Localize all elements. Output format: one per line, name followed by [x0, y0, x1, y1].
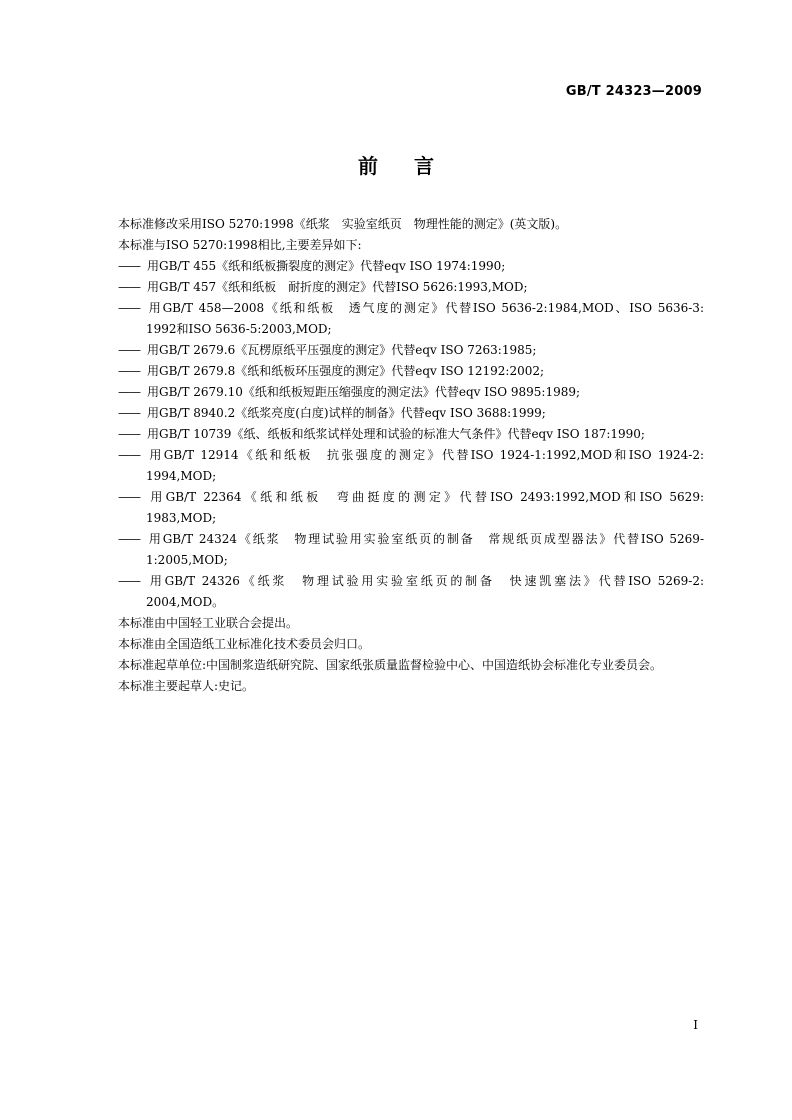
- list-item-text: 用GB/T 12914《纸和纸板 抗张强度的测定》代替ISO 1924-1:1992,MOD和ISO 1924-2:: [147, 448, 704, 462]
- foreword-body: [90, 214, 704, 697]
- list-item: [90, 445, 704, 487]
- intro-paragraph: 本标准与ISO 5270:1998相比,主要差异如下:: [118, 238, 362, 252]
- list-item-continuation: 1983,MOD;: [146, 511, 217, 525]
- list-dash: ——: [118, 259, 140, 273]
- list-item-line: [90, 340, 704, 361]
- list-dash: ——: [118, 364, 140, 378]
- list-item-line: [90, 256, 704, 277]
- list-item-text: 用GB/T 24324《纸浆 物理试验用实验室纸页的制备 常规纸页成型器法》代替ISO 5269-: [147, 532, 704, 546]
- list-item-text: 用GB/T 8940.2《纸浆亮度(白度)试样的制备》代替eqv ISO 3688:1999;: [147, 406, 546, 420]
- list-item-line: [90, 529, 704, 550]
- list-item-line: [90, 361, 704, 382]
- intro-paragraph: 本标准修改采用ISO 5270:1998《纸浆 实验室纸页 物理性能的测定》(英文版)。: [118, 217, 568, 231]
- list-item-continuation: 1:2005,MOD;: [146, 553, 228, 567]
- list-dash: ——: [118, 427, 140, 441]
- list-dash: ——: [118, 406, 140, 420]
- closing-paragraph: 本标准由中国轻工业联合会提出。: [118, 616, 299, 630]
- list-item-text: 用GB/T 2679.6《瓦楞原纸平压强度的测定》代替eqv ISO 7263:1985;: [147, 343, 537, 357]
- list-item-continuation: 1994,MOD;: [146, 469, 217, 483]
- list-item-line: [90, 487, 704, 508]
- list-item: [90, 382, 704, 403]
- list-dash: ——: [118, 490, 140, 504]
- closing-paragraph: 本标准主要起草人:史记。: [118, 679, 255, 693]
- standard-number: GB/T 24323—2009: [565, 84, 702, 99]
- list-item: [90, 424, 704, 445]
- list-item: [90, 256, 704, 277]
- list-item-text: 用GB/T 10739《纸、纸板和纸浆试样处理和试验的标准大气条件》代替eqv ISO 187:1990;: [147, 427, 645, 441]
- list-dash: ——: [118, 448, 140, 462]
- list-item: [90, 277, 704, 298]
- list-item: [90, 361, 704, 382]
- list-item: [90, 571, 704, 613]
- list-item-text: 用GB/T 457《纸和纸板 耐折度的测定》代替ISO 5626:1993,MOD;: [147, 280, 528, 294]
- page-title: 前言: [358, 154, 470, 178]
- list-dash: ——: [118, 301, 140, 315]
- list-item: [90, 487, 704, 529]
- list-item: [90, 529, 704, 571]
- list-dash: ——: [118, 343, 140, 357]
- page-number: I: [693, 1018, 698, 1032]
- list-item-continuation: 1992和ISO 5636-5:2003,MOD;: [146, 322, 332, 336]
- list-dash: ——: [118, 532, 140, 546]
- list-item-line: [90, 382, 704, 403]
- list-item: [90, 403, 704, 424]
- list-item-line: [90, 403, 704, 424]
- list-item: [90, 298, 704, 340]
- difference-list: [90, 256, 704, 613]
- list-item-line: [90, 424, 704, 445]
- list-dash: ——: [118, 574, 140, 588]
- list-item-line: [90, 571, 704, 592]
- list-item-text: 用GB/T 22364《纸和纸板 弯曲挺度的测定》代替ISO 2493:1992,MOD和ISO 5629:: [147, 490, 704, 504]
- list-item-text: 用GB/T 24326《纸浆 物理试验用实验室纸页的制备 快速凯塞法》代替ISO 5269-2:: [147, 574, 704, 588]
- list-item-line: [90, 277, 704, 298]
- closing-paragraph: 本标准起草单位:中国制浆造纸研究院、国家纸张质量监督检验中心、中国造纸协会标准化专业委员会。: [118, 658, 663, 672]
- list-item-text: 用GB/T 2679.10《纸和纸板短距压缩强度的测定法》代替eqv ISO 9895:1989;: [147, 385, 581, 399]
- list-item-text: 用GB/T 455《纸和纸板撕裂度的测定》代替eqv ISO 1974:1990;: [147, 259, 506, 273]
- list-item-line: [90, 298, 704, 319]
- list-item-text: 用GB/T 2679.8《纸和纸板环压强度的测定》代替eqv ISO 12192:2002;: [147, 364, 545, 378]
- closing-paragraph: 本标准由全国造纸工业标准化技术委员会归口。: [118, 637, 371, 651]
- list-dash: ——: [118, 385, 140, 399]
- list-item: [90, 340, 704, 361]
- list-item-text: 用GB/T 458—2008《纸和纸板 透气度的测定》代替ISO 5636-2:1984,MOD、ISO 5636-3:: [147, 301, 704, 315]
- list-item-line: [90, 445, 704, 466]
- list-item-continuation: 2004,MOD。: [146, 595, 225, 609]
- list-dash: ——: [118, 280, 140, 294]
